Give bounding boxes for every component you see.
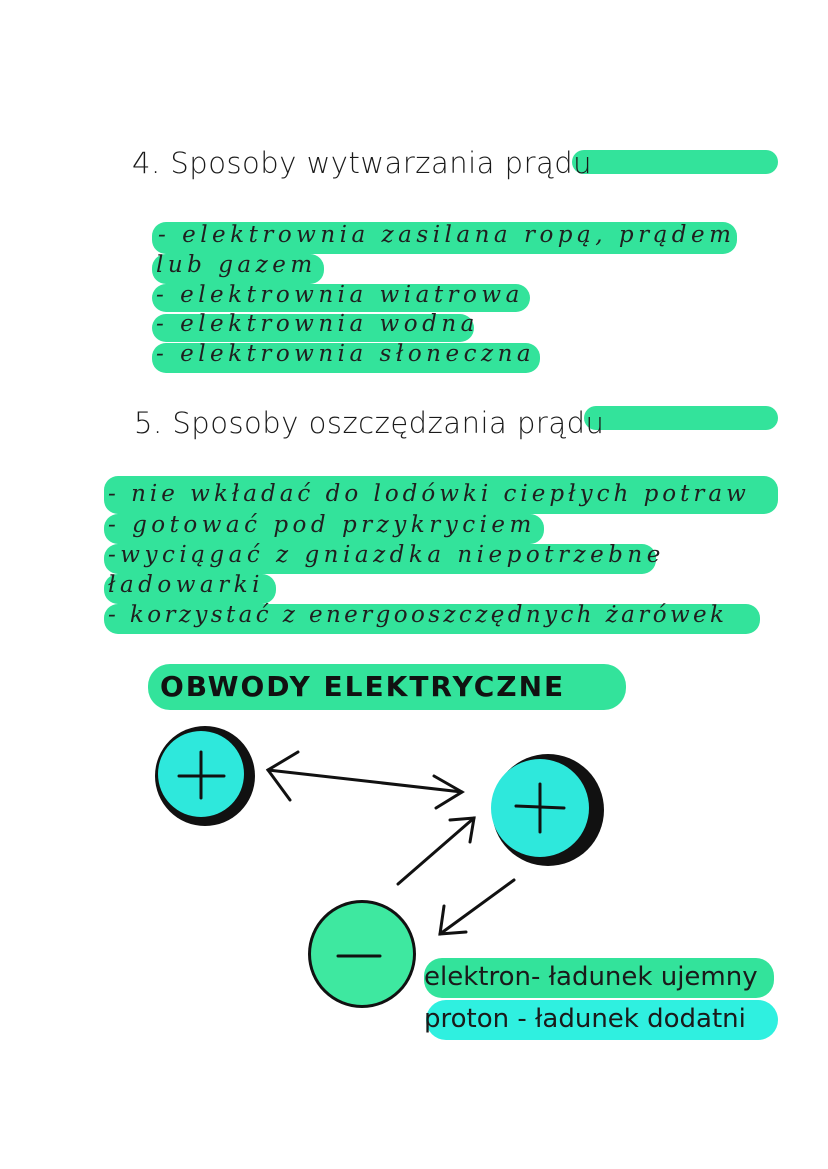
list-item: lub gazem bbox=[156, 252, 317, 278]
list-item: - nie wkładać do lodówki ciepłych potraw bbox=[108, 481, 750, 507]
arrow-attraction bbox=[440, 880, 514, 934]
legend-electron: elektron- ładunek ujemny bbox=[424, 962, 758, 992]
electron bbox=[308, 900, 416, 1008]
proton-right bbox=[491, 754, 604, 866]
legend-proton: proton - ładunek dodatni bbox=[424, 1004, 746, 1034]
section-5-heading: 5. Sposoby oszczędzania prądu bbox=[134, 406, 605, 440]
list-item: - elektrownia wodna bbox=[156, 311, 479, 337]
section-4-heading: 4. Sposoby wytwarzania prądu bbox=[132, 146, 593, 180]
list-item: - elektrownia wiatrowa bbox=[156, 282, 524, 308]
list-item: - elektrownia zasilana ropą, prądem bbox=[158, 222, 736, 248]
list-item: - gotować pod przykryciem bbox=[108, 512, 536, 538]
list-item: -wyciągać z gniazdka niepotrzebne bbox=[108, 542, 665, 568]
list-item: - korzystać z energooszczędnych żarówek bbox=[108, 602, 728, 628]
proton-left bbox=[155, 726, 255, 826]
list-item: - elektrownia słoneczna bbox=[156, 341, 536, 367]
circuits-title: OBWODY ELEKTRYCZNE bbox=[160, 670, 566, 703]
arrow-attraction bbox=[398, 818, 474, 884]
list-item: ładowarki bbox=[108, 572, 264, 598]
arrow-repulsion bbox=[268, 752, 462, 808]
